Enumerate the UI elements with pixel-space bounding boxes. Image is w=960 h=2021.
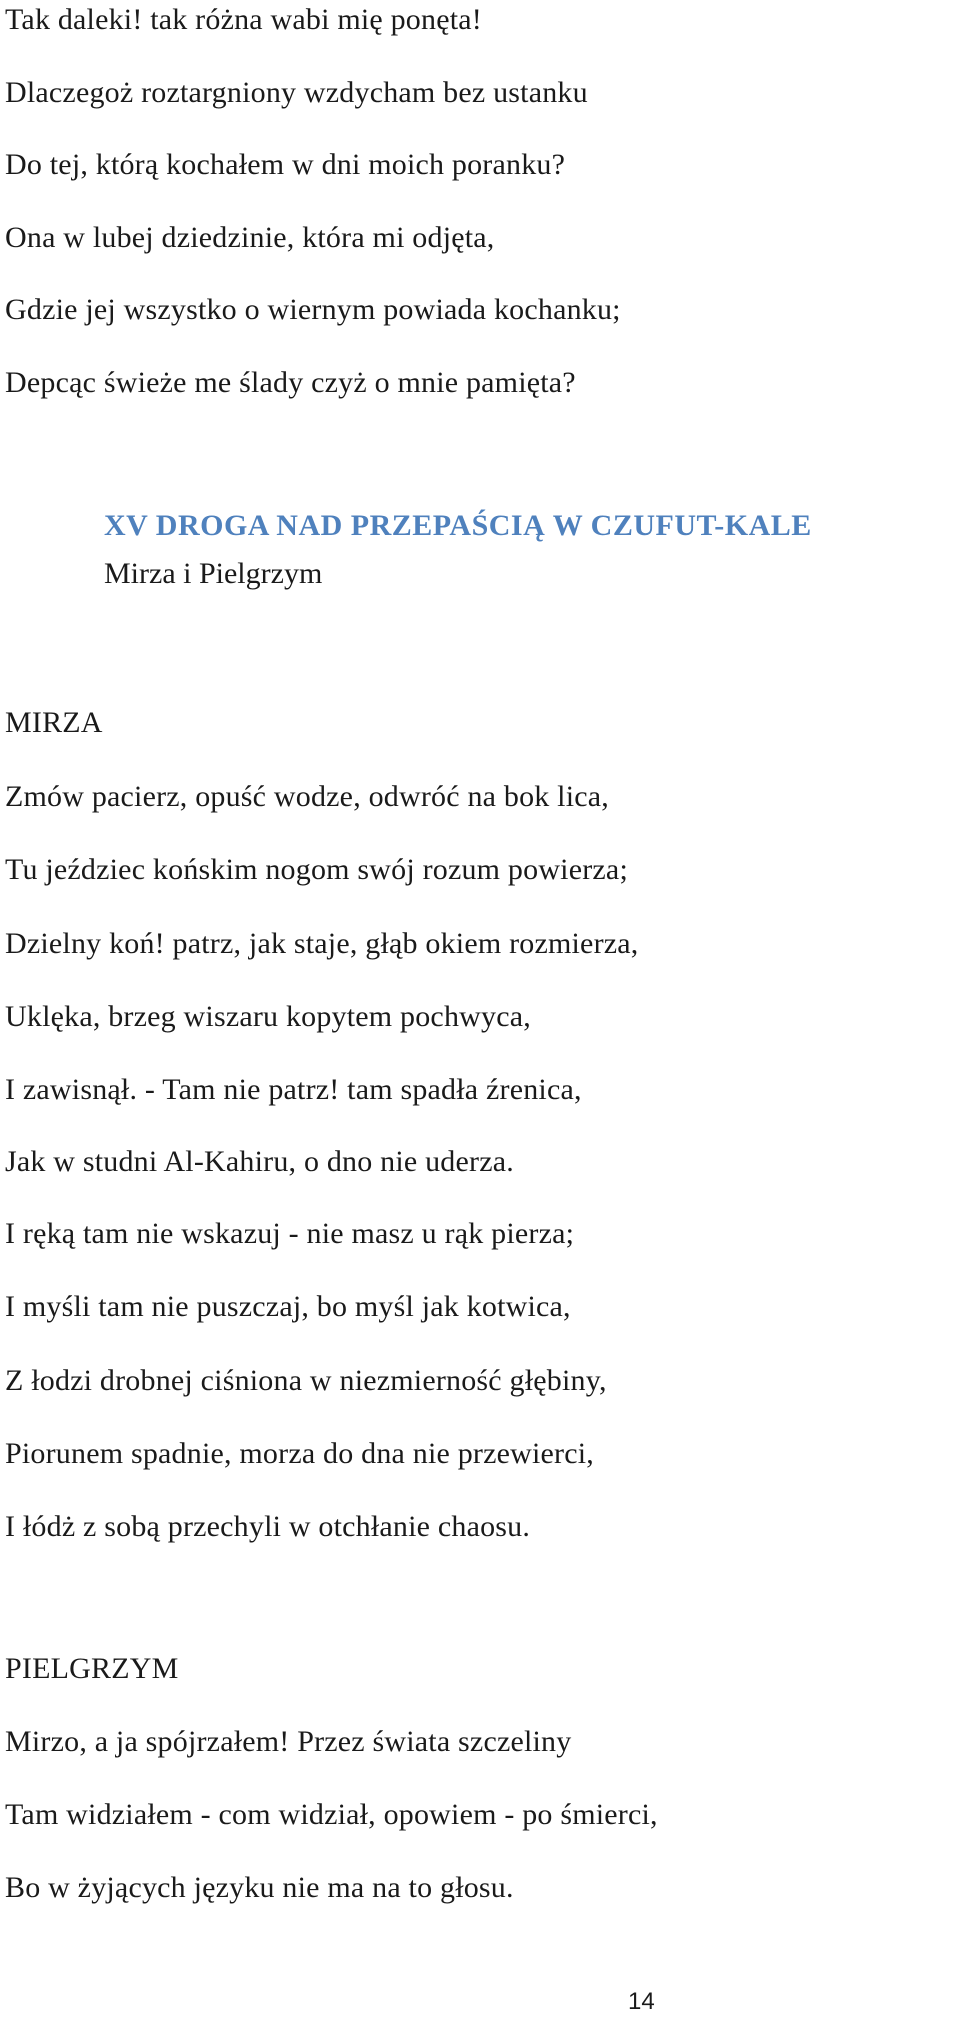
pielgrzym-line-2: Tam widziałem - com widział, opowiem - po śmierci,	[5, 1798, 658, 1831]
mirza-line-2: Tu jeździec końskim nogom swój rozum powierza;	[5, 853, 628, 886]
speaker-pielgrzym: PIELGRZYM	[5, 1652, 179, 1685]
intro-line-4: Ona w lubej dziedzinie, która mi odjęta,	[5, 221, 495, 254]
sonnet-subtitle: Mirza i Pielgrzym	[104, 557, 323, 590]
mirza-line-10: Piorunem spadnie, morza do dna nie przewierci,	[5, 1437, 594, 1470]
pielgrzym-line-1: Mirzo, a ja spójrzałem! Przez świata szczeliny	[5, 1725, 572, 1758]
sonnet-title: XV DROGA NAD PRZEPAŚCIĄ W CZUFUT-KALE	[104, 509, 812, 542]
speaker-mirza: MIRZA	[5, 706, 103, 739]
mirza-line-7: I ręką tam nie wskazuj - nie masz u rąk pierza;	[5, 1217, 575, 1250]
mirza-line-3: Dzielny koń! patrz, jak staje, głąb okiem rozmierza,	[5, 927, 639, 960]
mirza-line-11: I łódż z sobą przechyli w otchłanie chaosu.	[5, 1510, 531, 1543]
intro-line-5: Gdzie jej wszystko o wiernym powiada kochanku;	[5, 293, 621, 326]
mirza-line-6: Jak w studni Al-Kahiru, o dno nie uderza.	[5, 1145, 514, 1178]
mirza-line-4: Uklęka, brzeg wiszaru kopytem pochwyca,	[5, 1000, 531, 1033]
intro-line-1: Tak daleki! tak różna wabi mię ponęta!	[5, 3, 482, 36]
intro-line-2: Dlaczegoż roztargniony wzdycham bez ustanku	[5, 76, 588, 109]
mirza-line-9: Z łodzi drobnej ciśniona w niezmierność głębiny,	[5, 1364, 607, 1397]
mirza-line-5: I zawisnął. - Tam nie patrz! tam spadła źrenica,	[5, 1073, 582, 1106]
pielgrzym-line-3: Bo w żyjących języku nie ma na to głosu.	[5, 1871, 514, 1904]
intro-line-6: Depcąc świeże me ślady czyż o mnie pamięta?	[5, 366, 576, 399]
mirza-line-1: Zmów pacierz, opuść wodze, odwróć na bok lica,	[5, 780, 609, 813]
mirza-line-8: I myśli tam nie puszczaj, bo myśl jak kotwica,	[5, 1290, 571, 1323]
intro-line-3: Do tej, którą kochałem w dni moich poranku?	[5, 148, 566, 181]
page-number: 14	[628, 1988, 655, 2015]
